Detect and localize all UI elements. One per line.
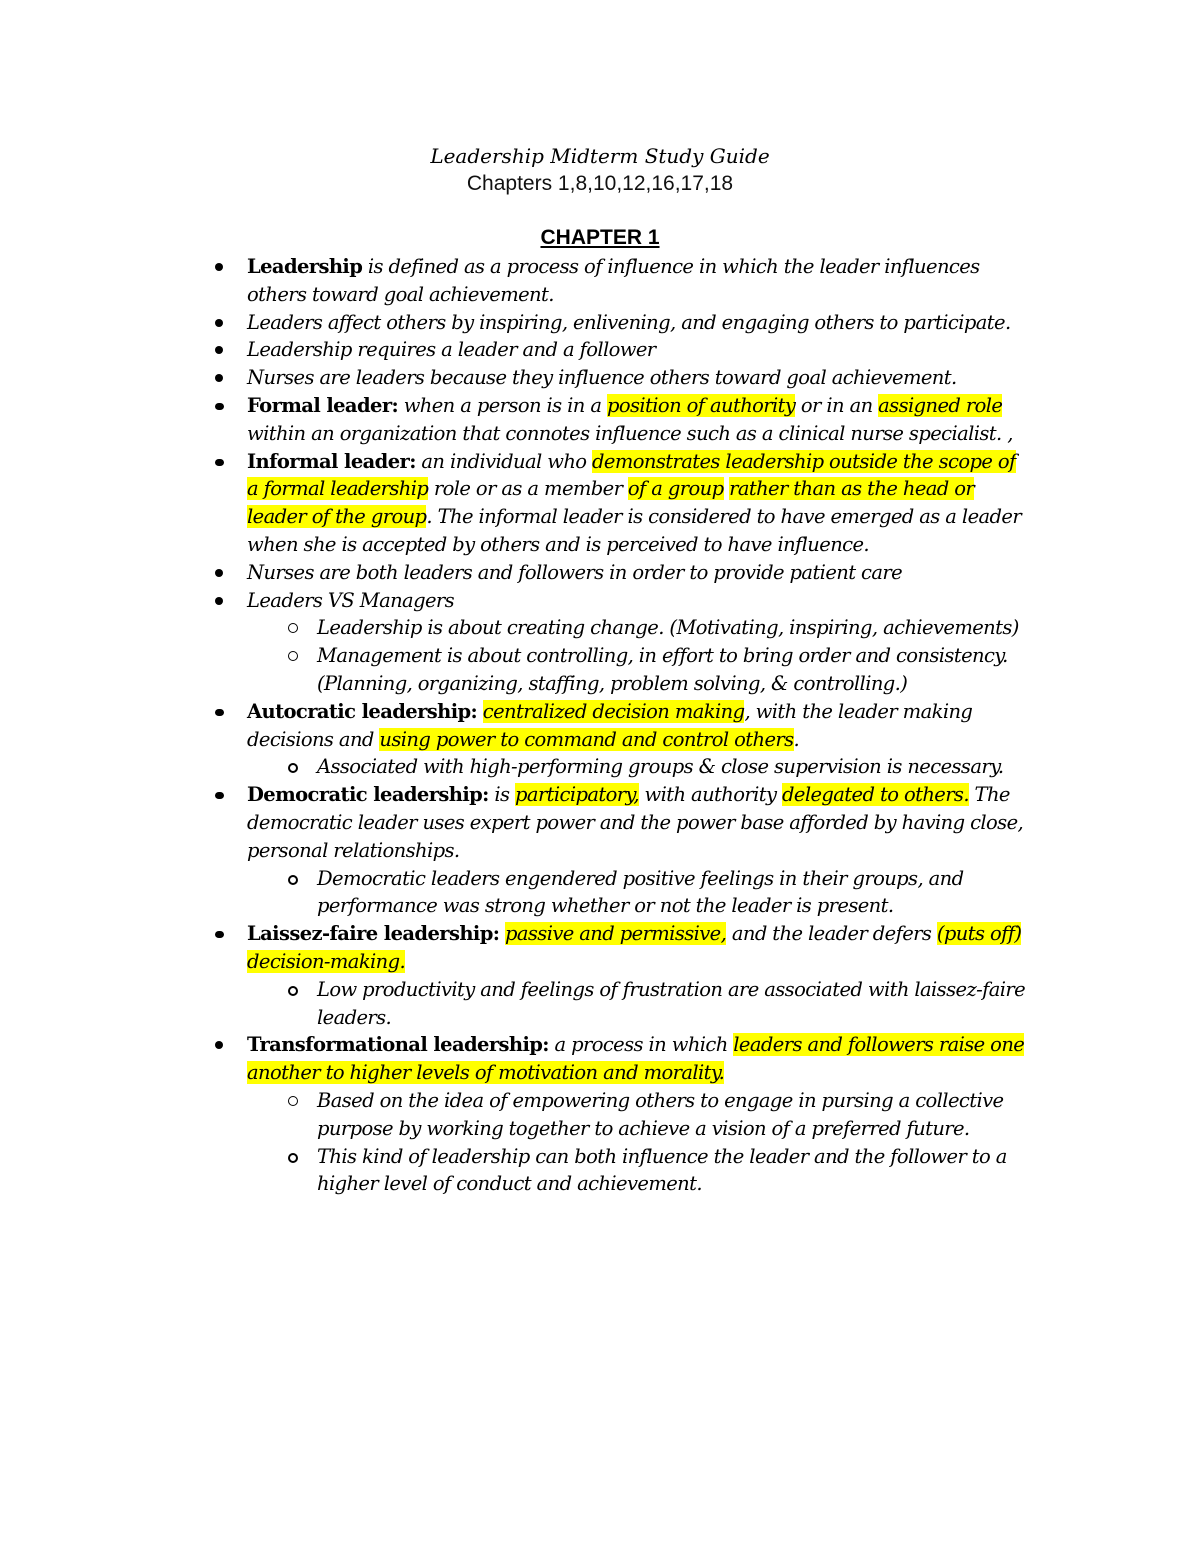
sub-list bbox=[247, 1087, 1027, 1198]
item-text: an individual who bbox=[415, 449, 593, 473]
chapter-heading: CHAPTER 1 bbox=[540, 226, 660, 249]
item-text: role or as a member bbox=[428, 477, 628, 501]
highlight: leaders and followers raise one another to higher levels of motivation and morality. bbox=[247, 1033, 1025, 1085]
sub-list-item bbox=[247, 1143, 1027, 1199]
highlight: rather than as the head or leader of the group bbox=[247, 477, 975, 529]
item-text: is defined as a process of influence in which the leader influences others toward goal achievement. bbox=[247, 255, 980, 306]
highlight: (puts off) decision-making. bbox=[247, 922, 1022, 973]
item-text: Leadership requires a leader and a follower bbox=[247, 338, 656, 362]
item-text: a process in which bbox=[548, 1033, 734, 1057]
item-text: The democratic leader uses expert power and the power base afforded by having close, personal relationships. bbox=[247, 783, 1024, 862]
item-text: and the leader defers bbox=[726, 922, 937, 946]
sub-list-item bbox=[247, 976, 1027, 1032]
item-text: Based on the idea of empowering others to engage in pursing a collective purpose by working together to achieve a vision of a preferred future. bbox=[317, 1088, 1004, 1140]
list-item bbox=[207, 781, 1027, 920]
sub-list-item bbox=[247, 865, 1027, 921]
item-text: This kind of leadership can both influence the leader and the follower to a higher level of conduct and achievement. bbox=[317, 1144, 1007, 1196]
highlight: centralized decision making bbox=[482, 699, 745, 723]
item-text: , with the leader making decisions and bbox=[247, 699, 973, 751]
term: Democratic leadership: bbox=[247, 783, 489, 807]
list-item bbox=[207, 309, 1027, 337]
sub-list bbox=[247, 614, 1027, 697]
document-title: Leadership Midterm Study Guide bbox=[430, 144, 770, 168]
item-text: with authority bbox=[638, 783, 782, 807]
list-item bbox=[207, 364, 1027, 392]
highlight: assigned role bbox=[878, 393, 1003, 417]
item-text: within an organization that connotes influence such as a clinical nurse specialist. , bbox=[247, 421, 1013, 445]
item-text: Leadership is about creating change. (Motivating, inspiring, achievements) bbox=[317, 616, 1019, 640]
item-text: Leaders affect others by inspiring, enlivening, and engaging others to participate. bbox=[247, 310, 1011, 334]
document-subtitle: Chapters 1,8,10,12,16,17,18 bbox=[466, 172, 734, 195]
item-text bbox=[477, 700, 483, 723]
highlight: position of authority bbox=[606, 393, 796, 417]
item-text: Management is about controlling, in effort to bring order and consistency. (Planning, organizing, staffing, problem solving, & controlling.) bbox=[317, 644, 1008, 695]
sub-list-item bbox=[247, 1087, 1027, 1143]
bullet-list bbox=[207, 253, 1027, 1198]
sub-list bbox=[247, 753, 1027, 781]
term: Informal leader: bbox=[247, 449, 416, 473]
item-text: Leaders VS Managers bbox=[247, 588, 455, 612]
term: Formal leader: bbox=[247, 393, 399, 417]
item-text: . The informal leader is considered to have emerged as a leader when she is accepted by others and is perceived to have influence. bbox=[247, 505, 1022, 556]
item-text: Nurses are both leaders and followers in order to provide patient care bbox=[247, 560, 903, 584]
sub-list-item bbox=[247, 753, 1027, 781]
highlight: participatory, bbox=[515, 783, 639, 807]
item-text: Nurses are leaders because they influence others toward goal achievement. bbox=[247, 366, 957, 390]
sub-list bbox=[247, 976, 1027, 1032]
sub-list bbox=[247, 865, 1027, 921]
highlight: delegated to others. bbox=[782, 783, 969, 807]
list-item bbox=[207, 1031, 1027, 1198]
item-text: . bbox=[793, 727, 800, 751]
item-text: Associated with high-performing groups & close supervision is necessary. bbox=[317, 755, 1004, 779]
item-text: when a person is in a bbox=[398, 393, 607, 417]
list-item bbox=[207, 253, 1027, 309]
highlight: using power to command and control others bbox=[379, 727, 794, 751]
highlight: of a group bbox=[627, 477, 724, 501]
item-text: Democratic leaders engendered positive feelings in their groups, and performance was strong whether or not the leader is present. bbox=[317, 866, 964, 918]
list-item bbox=[207, 559, 1027, 587]
highlight: demonstrates leadership outside the scope of a formal leadership bbox=[247, 449, 1016, 501]
term: Leadership bbox=[247, 255, 363, 278]
item-text: is bbox=[488, 783, 516, 807]
item-text: or in an bbox=[795, 393, 879, 417]
list-item bbox=[207, 587, 1027, 698]
sub-list-item bbox=[247, 614, 1027, 642]
list-item bbox=[207, 392, 1027, 448]
highlight: passive and permissive, bbox=[504, 922, 727, 946]
item-text: Low productivity and feelings of frustration are associated with laissez-faire leaders. bbox=[317, 977, 1026, 1029]
term: Autocratic leadership: bbox=[247, 699, 478, 723]
term: Laissez-faire leadership: bbox=[247, 922, 500, 946]
list-item bbox=[207, 698, 1027, 781]
list-item bbox=[207, 920, 1027, 1031]
term: Transformational leadership: bbox=[247, 1033, 549, 1057]
list-item bbox=[207, 336, 1027, 364]
sub-list-item bbox=[247, 642, 1027, 698]
list-item bbox=[207, 448, 1027, 559]
